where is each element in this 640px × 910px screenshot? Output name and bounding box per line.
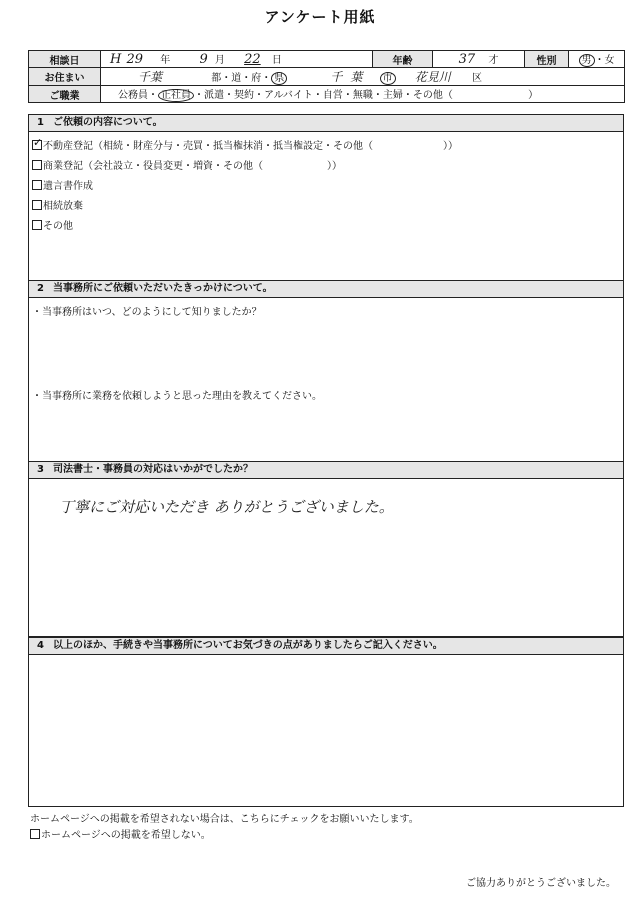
section-2-title: 当事務所にご依頼いただいたきっかけについて。 (53, 283, 273, 294)
city-value: 千葉 (330, 70, 371, 84)
day-unit: 日 (271, 55, 282, 66)
address-row (29, 68, 625, 86)
day-value: 22 (244, 52, 261, 67)
year-value: 29 (126, 52, 144, 67)
era-value: H (110, 52, 122, 67)
question-reason: ・当事務所に業務を依頼しようと思った理由を教えてください。 (32, 391, 322, 402)
section-1-title: ご依頼の内容について。 (53, 117, 163, 128)
month-value: 9 (199, 52, 208, 67)
section-3 (28, 461, 624, 637)
header-table (28, 50, 625, 103)
section-1 (28, 114, 624, 286)
section-2-header (29, 281, 623, 298)
address-label: お住まい (29, 68, 101, 86)
real-estate-checkbox[interactable] (32, 136, 43, 150)
item-other-label: その他 (43, 221, 73, 232)
section-4-header (29, 638, 623, 655)
pref-selected: 県 (271, 72, 287, 85)
month-unit: 月 (214, 55, 225, 66)
sex-value-cell[interactable] (569, 51, 625, 68)
age-unit: 才 (488, 55, 499, 66)
item-real-estate-label: 不動産登記（相続・財産分与・売買・抵当権抹消・抵当権設定・その他（ (43, 141, 373, 152)
item-real-estate[interactable] (32, 137, 458, 152)
section-3-answer[interactable]: 丁寧にご対応いただき ありがとうございました。 (59, 498, 394, 516)
page-title: アンケート用紙 (264, 8, 376, 26)
sex-sep: ・ (594, 55, 605, 66)
date-label: 相談日 (29, 51, 101, 68)
age-value: 37 (458, 52, 476, 67)
optout-item[interactable] (30, 826, 211, 841)
age-label: 年齢 (373, 51, 433, 68)
section-1-header (29, 115, 623, 132)
commercial-checkbox[interactable] (32, 160, 42, 170)
job-value[interactable] (101, 86, 625, 103)
thanks-text: ご協力ありがとうございました。 (466, 878, 616, 889)
question-how-known: ・当事務所はいつ、どのようにして知りましたか？ (32, 307, 262, 318)
ward-value: 花見川 (414, 70, 451, 84)
prefecture-value: 千葉 (138, 70, 163, 84)
job-option-1: 公務員・ (118, 90, 158, 101)
item-will-label: 遺言書作成 (43, 181, 93, 192)
section-3-number: 3 (37, 464, 44, 475)
date-value[interactable] (101, 51, 373, 68)
address-value[interactable] (101, 68, 625, 86)
item-commercial[interactable] (32, 157, 342, 172)
section-3-title: 司法書士・事務員の対応はいかがでしたか？ (53, 464, 253, 475)
age-value-cell[interactable] (433, 51, 525, 68)
item-commercial-label: 商業登記（会社設立・役員変更・増資・その他（ (43, 161, 263, 172)
city-suffix: 市 (380, 72, 396, 85)
renounce-checkbox[interactable] (32, 200, 42, 210)
will-checkbox[interactable] (32, 180, 42, 190)
section-2 (28, 280, 624, 462)
job-selected: 正社員 (158, 89, 194, 102)
section-4-number: 4 (37, 640, 44, 651)
item-commercial-close: ）） (327, 161, 342, 172)
item-will[interactable] (32, 177, 93, 192)
sex-male-circled: 男 (579, 54, 595, 67)
item-other[interactable] (32, 217, 73, 232)
section-2-number: 2 (37, 283, 44, 294)
other-checkbox[interactable] (32, 220, 42, 230)
job-options-rest: ・派遣・契約・アルバイト・自営・無職・主婦・その他（ (194, 90, 453, 101)
section-4-title: 以上のほか、手続きや当事務所についてお気づきの点がありましたらご記入ください。 (53, 640, 443, 651)
sex-female: 女 (604, 55, 615, 66)
section-4-answer-area[interactable] (29, 656, 623, 806)
optout-label: ホームページへの掲載を希望しない。 (41, 830, 211, 841)
item-renounce[interactable] (32, 197, 83, 212)
ward-suffix: 区 (471, 73, 482, 84)
job-label: ご職業 (29, 86, 101, 103)
sex-label: 性別 (525, 51, 569, 68)
footer-note: ホームページへの掲載を希望されない場合は、こちらにチェックをお願いいたします。 (30, 814, 419, 825)
section-4 (28, 637, 624, 807)
check-mark-icon: ✓ (33, 136, 43, 149)
optout-checkbox[interactable] (30, 829, 40, 839)
job-row (29, 86, 625, 103)
item-renounce-label: 相続放棄 (43, 201, 83, 212)
date-row (29, 51, 625, 68)
item-real-estate-close: ）） (443, 141, 458, 152)
job-close: ） (528, 90, 539, 101)
year-unit: 年 (160, 55, 171, 66)
section-3-header (29, 462, 623, 479)
section-1-number: 1 (37, 117, 44, 128)
pref-suffix: 都・道・府・ (211, 73, 272, 84)
